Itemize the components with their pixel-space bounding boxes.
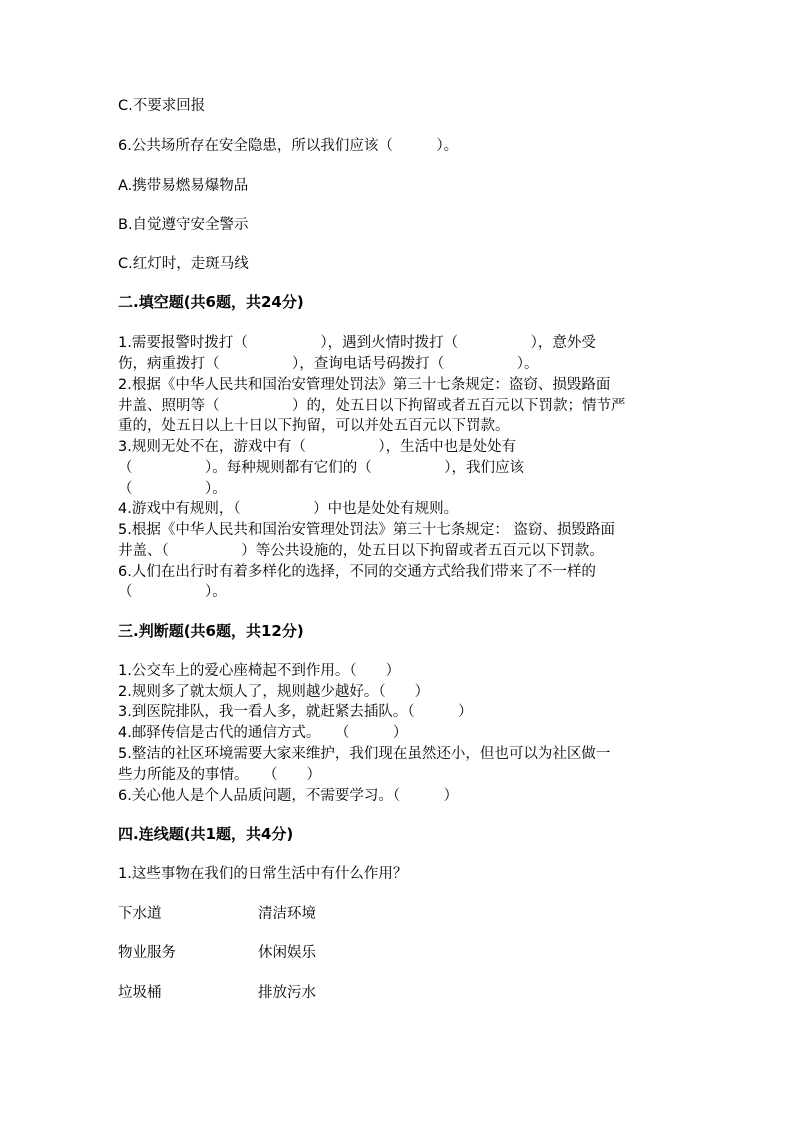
match-section-heading: 四.连线题(共1题，共4分): [118, 825, 294, 843]
fill-line: 伤，病重拨打（ ），查询电话号码拨打（ ）。: [118, 356, 539, 372]
match-question: 1.这些事物在我们的日常生活中有什么作用？: [118, 866, 408, 882]
fill-line: 重的，处五日以上十日以下拘留，可以并处五百元以下罚款。: [118, 418, 510, 434]
fill-line: （ ）。每种规则都有它们的（ ），我们应该: [118, 460, 524, 476]
match-right-item: 休闲娱乐: [258, 945, 316, 961]
fill-line: 4.游戏中有规则，（ ）中也是处处有规则。: [118, 501, 459, 517]
q6-stem: 6.公共场所存在安全隐患，所以我们应该（ ）。: [118, 138, 459, 154]
q5-option-c: C.不要求回报: [118, 98, 206, 114]
fill-line: 井盖、（ ）等公共设施的，处五日以下拘留或者五百元以下罚款。: [118, 543, 604, 559]
match-left-item: 垃圾桶: [118, 985, 162, 1001]
fill-line: 5.根据《中华人民共和国治安管理处罚法》第三十七条规定： 盗窃、损毁路面: [118, 522, 615, 538]
fill-line: 井盖、照明等（ ）的，处五日以下拘留或者五百元以下罚款；情节严: [118, 398, 626, 414]
judge-section-heading: 三.判断题(共6题，共12分): [118, 622, 304, 640]
q6-option-b: B.自觉遵守安全警示: [118, 217, 249, 233]
judge-line: 些力所能及的事情。 （ ）: [118, 767, 321, 783]
fill-line: 6.人们在出行时有着多样化的选择，不同的交通方式给我们带来了不一样的: [118, 564, 596, 580]
match-right-item: 排放污水: [258, 985, 316, 1001]
judge-line: 5.整洁的社区环境需要大家来维护，我们现在虽然还小，但也可以为社区做一: [118, 746, 611, 762]
judge-line: 1.公交车上的爱心座椅起不到作用。（ ）: [118, 663, 401, 679]
match-right-item: 清洁环境: [258, 906, 316, 922]
match-left-item: 下水道: [118, 906, 162, 922]
judge-line: 2.规则多了就太烦人了，规则越少越好。（ ）: [118, 684, 430, 700]
judge-line: 4.邮驿传信是古代的通信方式。 （ ）: [118, 725, 408, 741]
fill-line: 3.规则无处不在，游戏中有（ ），生活中也是处处有: [118, 439, 517, 455]
judge-line: 6.关心他人是个人品质问题，不需要学习。（ ）: [118, 788, 459, 804]
match-left-item: 物业服务: [118, 945, 176, 961]
fill-line: （ ）。: [118, 481, 227, 497]
fill-section-heading: 二.填空题(共6题，共24分): [118, 293, 304, 311]
q6-option-c: C.红灯时，走斑马线: [118, 256, 249, 272]
judge-line: 3.到医院排队，我一看人多，就赶紧去插队。（ ）: [118, 704, 473, 720]
q6-option-a: A.携带易燃易爆物品: [118, 178, 249, 194]
fill-line: （ ）。: [118, 584, 227, 600]
fill-line: 2.根据《中华人民共和国治安管理处罚法》第三十七条规定：盗窃、损毁路面: [118, 377, 611, 393]
fill-line: 1.需要报警时拨打（ ），遇到火情时拨打（ ），意外受: [118, 335, 596, 351]
